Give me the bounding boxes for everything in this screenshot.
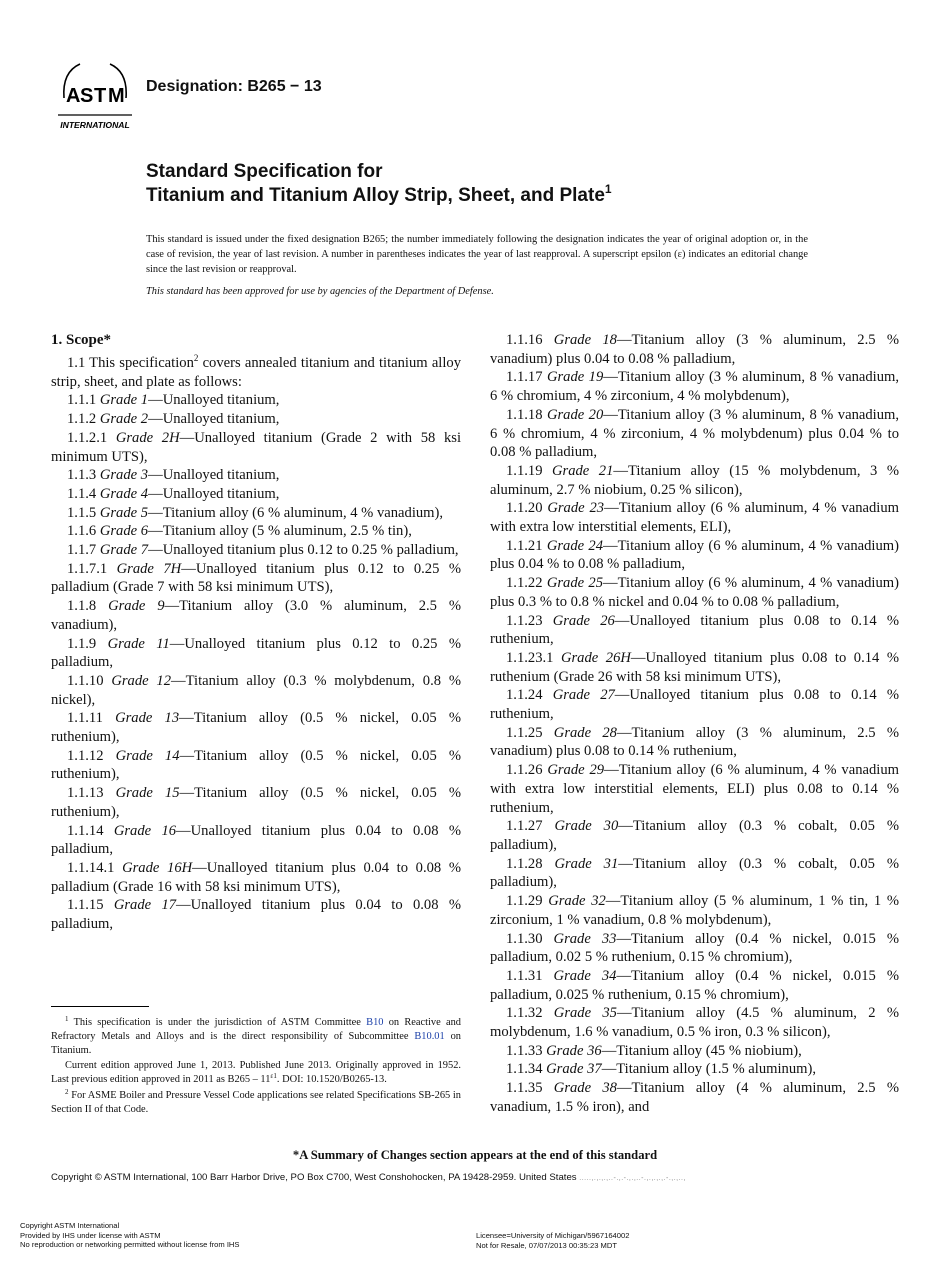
item-number: 1.1.22 xyxy=(506,575,543,592)
item-number: 1.1.30 xyxy=(506,930,543,947)
item-number: 1.1.33 xyxy=(506,1042,543,1059)
grade-description: —Titanium alloy (15 % molybdenum, 3 % aluminum, 2.7 % niobium, 0.25 % silicon), xyxy=(490,462,899,498)
grade-description: —Titanium alloy (4.5 % aluminum, 2 % molybdenum, 1.6 % vanadium, 0.5 % iron, 0.3 % silicon), xyxy=(490,1005,899,1041)
grade-description: —Unalloyed titanium plus 0.12 to 0.25 % palladium, xyxy=(51,635,461,671)
scope-item xyxy=(490,817,899,854)
right-item-list xyxy=(490,331,899,1117)
grade-description: —Unalloyed titanium plus 0.04 to 0.08 % palladium, xyxy=(51,897,461,933)
scope-item xyxy=(490,499,899,536)
item-number: 1.1.3 xyxy=(67,467,97,484)
title-footnote-mark: 1 xyxy=(604,182,612,196)
grade-description: —Titanium alloy (0.3 % cobalt, 0.05 % palladium), xyxy=(490,818,899,853)
grade-description: —Titanium alloy (45 % niobium), xyxy=(601,1042,802,1059)
grade-description: —Titanium alloy (0.5 % nickel, 0.05 % ruthenium), xyxy=(51,710,461,746)
footnote-ref-2: 2 xyxy=(193,353,199,363)
grade-description: —Titanium alloy (5 % aluminum, 1 % tin, 1 % zirconium, 1 % vanadium, 0.8 % molybdenum), xyxy=(490,893,899,928)
scope-item xyxy=(490,574,899,611)
issuance-note: This standard is issued under the fixed designation B265; the number immediately following the designation indicates the year of original adoption or, in the case of revision, the year of last revision. A number in parentheses indicates the year of last reapproval. A superscript epsilon (ε) indicates an editorial change since the last revision or reapproval. xyxy=(146,234,808,275)
section-heading: 1. Scope* xyxy=(51,332,111,348)
item-number: 1.1.23 xyxy=(506,612,543,629)
item-number: 1.1.1 xyxy=(67,392,97,409)
scope-item xyxy=(490,724,899,761)
item-number: 1.1.29 xyxy=(506,893,543,910)
grade-name: Grade 12 xyxy=(111,672,172,689)
grade-name: Grade 16H xyxy=(122,859,193,876)
grade-name: Grade 6 xyxy=(99,523,149,540)
grade-name: Grade 21 xyxy=(552,462,614,479)
license-left: Copyright ASTM International Provided by IHS under license with ASTM No reproduction or networking permitted without license from IHS xyxy=(20,1221,240,1250)
grade-name: Grade 23 xyxy=(547,500,605,517)
grade-name: Grade 7H xyxy=(116,560,182,577)
grade-description: —Unalloyed titanium plus 0.12 to 0.25 % palladium, xyxy=(148,542,459,559)
item-number: 1.1.25 xyxy=(506,724,543,741)
footnote-divider xyxy=(51,1006,149,1007)
item-number: 1.1.2.1 xyxy=(67,429,108,446)
footnote-1: $^1$ This specification is under the jurisdiction of ASTM Committee B10 on Reactive and Refractory Metals and Alloys and is the direct responsibility of Subcommittee B10.01 on Titanium. xyxy=(51,1015,461,1056)
grade-name: Grade 30 xyxy=(554,818,619,835)
scope-item xyxy=(490,1060,899,1079)
left-item-list xyxy=(51,391,461,933)
grade-description: —Titanium alloy (6 % aluminum, 4 % vanadium) plus 0.04 % to 0.08 % palladium, xyxy=(490,537,899,573)
item-number: 1.1.18 xyxy=(506,406,543,423)
grade-name: Grade 33 xyxy=(553,930,617,947)
scope-item xyxy=(51,822,461,859)
scope-item xyxy=(51,859,461,896)
grade-name: Grade 13 xyxy=(115,710,180,727)
grade-name: Grade 5 xyxy=(99,504,149,521)
grade-description: —Titanium alloy (0.5 % nickel, 0.05 % ruthenium), xyxy=(51,785,461,820)
grade-name: Grade 36 xyxy=(546,1042,602,1059)
item-number: 1.1.14 xyxy=(67,822,104,839)
scope-item xyxy=(490,1079,899,1116)
grade-name: Grade 28 xyxy=(553,724,617,741)
grade-description: —Unalloyed titanium plus 0.04 to 0.08 % palladium, xyxy=(51,822,461,858)
grade-description: —Unalloyed titanium plus 0.08 to 0.14 % ruthenium, xyxy=(490,612,899,648)
scope-item xyxy=(490,930,899,967)
grade-name: Grade 4 xyxy=(99,485,149,502)
astm-logo xyxy=(52,58,136,132)
scope-item xyxy=(51,896,461,933)
dod-approval-note: This standard has been approved for use by agencies of the Department of Defense. xyxy=(146,286,494,297)
grade-description: —Unalloyed titanium, xyxy=(148,467,280,484)
scope-item xyxy=(51,485,461,504)
grade-description: —Titanium alloy (3.0 % aluminum, 2.5 % vanadium), xyxy=(51,598,461,633)
logo-letter-a: A xyxy=(66,85,81,107)
grade-description: —Titanium alloy (3 % aluminum, 8 % vanadium, 6 % chromium, 4 % zirconium, 4 % molybdenum), xyxy=(490,369,899,405)
scope-item xyxy=(51,391,461,410)
logo-letter-t: T xyxy=(94,85,107,107)
item-number: 1.1.34 xyxy=(506,1061,543,1078)
item-number: 1.1.6 xyxy=(67,523,97,540)
grade-name: Grade 2H xyxy=(115,429,180,446)
item-number: 1.1.7.1 xyxy=(67,560,108,577)
grade-name: Grade 16 xyxy=(113,822,177,839)
grade-name: Grade 7 xyxy=(99,542,149,559)
left-column xyxy=(51,330,461,934)
grade-name: Grade 35 xyxy=(553,1005,617,1022)
title-line-2: Titanium and Titanium Alloy Strip, Sheet, and Plate$^1$ xyxy=(146,182,612,206)
scope-item xyxy=(51,466,461,485)
scope-item xyxy=(51,747,461,784)
item-number: 1.1.8 xyxy=(67,598,97,615)
grade-name: Grade 14 xyxy=(115,747,180,764)
right-column xyxy=(490,331,899,1117)
grade-description: —Titanium alloy (5 % aluminum, 2.5 % tin), xyxy=(148,523,412,540)
scope-item xyxy=(51,522,461,541)
grade-description: —Titanium alloy (1.5 % aluminum), xyxy=(601,1061,816,1078)
scope-item xyxy=(490,331,899,368)
grade-description: —Titanium alloy (6 % aluminum, 4 % vanadium) plus 0.3 % to 0.8 % nickel and 0.04 % to 0.08 % palladium, xyxy=(490,575,899,610)
grade-name: Grade 3 xyxy=(99,467,149,484)
grade-name: Grade 38 xyxy=(553,1080,617,1097)
grade-description: —Titanium alloy (0.4 % nickel, 0.015 % palladium, 0.025 % ruthenium, 0.15 % chromium), xyxy=(490,967,899,1003)
grade-name: Grade 34 xyxy=(553,967,617,984)
scope-item xyxy=(490,761,899,817)
grade-name: Grade 25 xyxy=(546,575,604,592)
footnotes xyxy=(51,1016,461,1119)
grade-description: —Unalloyed titanium plus 0.08 to 0.14 % ruthenium (Grade 26 with 58 ksi minimum UTS), xyxy=(490,649,899,685)
scope-item xyxy=(51,709,461,746)
item-number: 1.1.26 xyxy=(506,762,543,779)
grade-description: —Titanium alloy (0.3 % cobalt, 0.05 % palladium), xyxy=(490,855,899,891)
scope-item xyxy=(490,1042,899,1061)
scope-item xyxy=(51,560,461,597)
item-number: 1.1.28 xyxy=(506,855,543,872)
item-number: 1.1.13 xyxy=(67,785,104,802)
item-number: 1.1.12 xyxy=(67,747,104,764)
designation: Designation: B265 − 13 xyxy=(146,78,322,95)
logo-letter-m: M xyxy=(108,85,125,107)
grade-name: Grade 26 xyxy=(552,612,615,629)
grade-description: —Unalloyed titanium plus 0.08 to 0.14 % ruthenium, xyxy=(490,687,899,723)
grade-description: —Unalloyed titanium plus 0.04 to 0.08 % palladium (Grade 16 with 58 ksi minimum UTS), xyxy=(51,859,461,895)
grade-description: —Titanium alloy (3 % aluminum, 2.5 % vanadium) plus 0.04 to 0.08 % palladium, xyxy=(490,332,899,367)
copyright-dots: .....,.,.,.,..-.,.-.,.,..-.,.,.,.,.-.,.,.., xyxy=(579,1175,686,1182)
grade-description: —Titanium alloy (3 % aluminum, 8 % vanadium, 6 % chromium, 4 % zirconium, 4 % molybdenum) plus 0.04 % to 0.08 % palladium, xyxy=(490,406,899,461)
scope-item xyxy=(490,537,899,574)
scope-item xyxy=(490,967,899,1004)
copyright-line: Copyright © ASTM International, 100 Barr Harbor Drive, PO Box C700, West Conshohocken, PA 19428-2959. United States .....,.,.,.,..-.,.-.,.,..-.,.,.,.,.-.,.,.., xyxy=(51,1172,686,1183)
scope-item xyxy=(51,541,461,560)
scope-item xyxy=(490,855,899,892)
grade-name: Grade 24 xyxy=(546,537,604,554)
grade-name: Grade 31 xyxy=(554,855,619,872)
grade-description: —Titanium alloy (4 % aluminum, 2.5 % vanadium, 1.5 % iron), and xyxy=(490,1080,899,1115)
grade-name: Grade 32 xyxy=(548,893,606,910)
scope-item xyxy=(51,410,461,429)
grade-description: —Titanium alloy (0.5 % nickel, 0.05 % ruthenium), xyxy=(51,747,461,783)
edition-note: Current edition approved June 1, 2013. Published June 2013. Originally approved in 1952. Last previous edition approved in 2011 as $B265 - 11^{\varepsilon 1}$. DOI: 10.1520/B0265-13. xyxy=(51,1060,461,1086)
grade-description: —Titanium alloy (3 % aluminum, 2.5 % vanadium) plus 0.08 to 0.14 % ruthenium, xyxy=(490,724,899,760)
grade-name: Grade 26H xyxy=(560,649,631,666)
grade-name: Grade 15 xyxy=(115,785,180,802)
item-number: 1.1.5 xyxy=(67,504,97,521)
grade-description: —Titanium alloy (6 % aluminum, 4 % vanadium with extra low interstitial elements, ELI), xyxy=(490,500,899,536)
grade-description: —Titanium alloy (6 % aluminum, 4 % vanadium with extra low interstitial elements, ELI) plus 0.08 to 0.14 % ruthenium, xyxy=(490,762,899,816)
grade-name: Grade 11 xyxy=(107,635,170,652)
scope-item xyxy=(490,649,899,686)
grade-description: —Titanium alloy (6 % aluminum, 4 % vanadium), xyxy=(148,504,444,521)
scope-item xyxy=(490,1004,899,1041)
grade-description: —Titanium alloy (0.3 % molybdenum, 0.8 % nickel), xyxy=(51,672,461,708)
footnote-2: $^2$ For ASME Boiler and Pressure Vessel Code applications see related Specifications SB-265 in Section II of that Code. xyxy=(51,1087,461,1115)
item-number: 1.1.27 xyxy=(506,818,543,835)
grade-name: Grade 19 xyxy=(546,369,604,386)
grade-name: Grade 29 xyxy=(547,762,605,779)
summary-of-changes-note: *A Summary of Changes section appears at the end of this standard xyxy=(292,1148,658,1162)
scope-item xyxy=(51,504,461,523)
grade-name: Grade 2 xyxy=(99,411,149,428)
scope-item xyxy=(490,368,899,405)
scope-item xyxy=(490,612,899,649)
scope-item xyxy=(51,672,461,709)
item-number: 1.1.17 xyxy=(506,369,543,386)
document-title xyxy=(146,160,866,208)
license-right: Licensee=University of Michigan/5967164002 Not for Resale, 07/07/2013 00:35:23 MDT xyxy=(476,1231,630,1250)
item-number: 1.1.9 xyxy=(67,635,97,652)
title-line-1: Standard Specification for xyxy=(146,161,383,182)
scope-item xyxy=(490,892,899,929)
item-number: 1.1.2 xyxy=(67,411,97,428)
grade-description: —Titanium alloy (0.4 % nickel, 0.015 % palladium, 0.02 5 % ruthenium, 0.15 % chromium), xyxy=(490,930,899,966)
item-number: 1.1.23.1 xyxy=(506,649,554,666)
grade-name: Grade 20 xyxy=(546,406,604,423)
scope-item xyxy=(490,406,899,462)
scope-item xyxy=(490,462,899,499)
grade-name: Grade 27 xyxy=(552,687,615,704)
item-number: 1.1.24 xyxy=(506,687,543,704)
grade-name: Grade 17 xyxy=(113,897,177,914)
grade-description: —Unalloyed titanium, xyxy=(148,485,280,502)
logo-subtext: INTERNATIONAL xyxy=(60,120,130,130)
grade-name: Grade 9 xyxy=(108,598,165,615)
subcommittee-link[interactable]: B10.01 xyxy=(414,1030,445,1042)
item-number: 1.1.35 xyxy=(506,1080,543,1097)
logo-letter-s: S xyxy=(80,85,94,107)
item-number: 1.1.14.1 xyxy=(67,859,115,876)
grade-description: —Unalloyed titanium plus 0.12 to 0.25 % palladium (Grade 7 with 58 ksi minimum UTS), xyxy=(51,560,461,596)
committee-link[interactable]: B10 xyxy=(366,1017,384,1028)
grade-description: —Unalloyed titanium (Grade 2 with 58 ksi minimum UTS), xyxy=(51,429,461,465)
scope-item xyxy=(490,686,899,723)
item-number: 1.1.32 xyxy=(506,1005,543,1022)
grade-description: —Unalloyed titanium, xyxy=(148,411,280,428)
grade-name: Grade 18 xyxy=(553,332,617,348)
scope-item xyxy=(51,429,461,466)
item-number: 1.1.19 xyxy=(506,462,543,479)
item-number: 1.1.10 xyxy=(67,672,104,689)
item-number: 1.1.31 xyxy=(506,967,543,984)
item-number: 1.1.20 xyxy=(506,500,543,517)
grade-name: Grade 1 xyxy=(99,392,149,409)
item-number: 1.1.21 xyxy=(506,537,543,554)
item-number: 1.1.7 xyxy=(67,542,97,559)
scope-item xyxy=(51,784,461,821)
scope-item xyxy=(51,597,461,634)
item-number: 1.1.15 xyxy=(67,897,104,914)
scope-intro: 1.1 This specification$^2$ covers annealed titanium and titanium alloy strip, sheet, and plate as follows: xyxy=(51,353,461,390)
grade-description: —Unalloyed titanium, xyxy=(148,392,280,409)
scope-item xyxy=(51,635,461,672)
grade-name: Grade 37 xyxy=(546,1061,602,1078)
item-number: 1.1.16 xyxy=(506,332,543,348)
item-number: 1.1.11 xyxy=(67,710,103,727)
item-number: 1.1.4 xyxy=(67,485,97,502)
